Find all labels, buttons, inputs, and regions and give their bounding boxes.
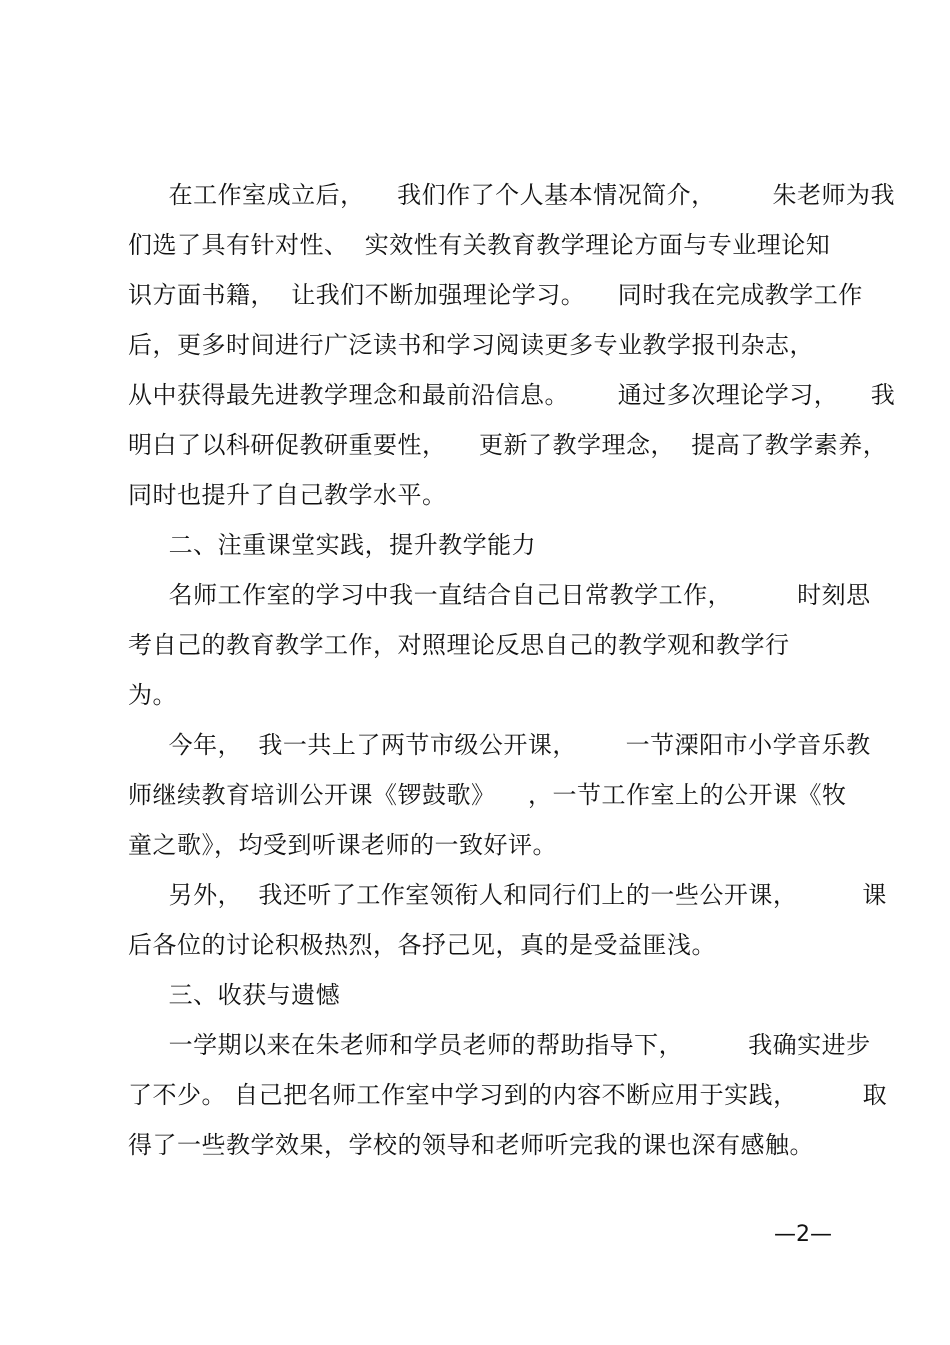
page-number: —2— [774,1222,832,1247]
text-line: 明白了以科研促教研重要性， 更新了教学理念， 提高了教学素养， [128,431,888,459]
text-line: 得了一些教学效果，学校的领导和老师听完我的课也深有感触。 [128,1131,814,1159]
text-line: 今年， 我一共上了两节市级公开课， 一节溧阳市小学音乐教 [128,731,871,759]
section-heading: 二、注重课堂实践，提升教学能力 [128,531,537,559]
text-line: 一学期以来在朱老师和学员老师的帮助指导下， 我确实进步 [128,1031,871,1059]
text-line: 从中获得最先进教学理念和最前沿信息。 通过多次理论学习， 我 [128,381,896,409]
text-line: 名师工作室的学习中我一直结合自己日常教学工作， 时刻思 [128,581,871,609]
text-line: 后各位的讨论积极热烈，各抒己见，真的是受益匪浅。 [128,931,716,959]
text-line: 了不少。 自己把名师工作室中学习到的内容不断应用于实践， 取 [128,1081,888,1109]
text-line: 师继续教育培训公开课《锣鼓歌》 ，一节工作室上的公开课《牧 [128,781,847,809]
text-line: 童之歌》，均受到听课老师的一致好评。 [128,831,557,859]
text-line: 另外， 我还听了工作室领衔人和同行们上的一些公开课， 课 [128,881,887,909]
text-line: 后，更多时间进行广泛读书和学习阅读更多专业教学报刊杂志， [128,331,814,359]
text-line: 在工作室成立后， 我们作了个人基本情况简介， 朱老师为我 [128,181,896,209]
text-line: 们选了具有针对性、 实效性有关教育教学理论方面与专业理论知 [128,231,831,259]
text-line: 为。 [128,681,177,709]
text-line: 同时也提升了自己教学水平。 [128,481,447,509]
section-heading: 三、收获与遗憾 [128,981,341,1009]
text-line: 考自己的教育教学工作，对照理论反思自己的教学观和教学行 [128,631,790,659]
text-line: 识方面书籍， 让我们不断加强理论学习。 同时我在完成教学工作 [128,281,863,309]
